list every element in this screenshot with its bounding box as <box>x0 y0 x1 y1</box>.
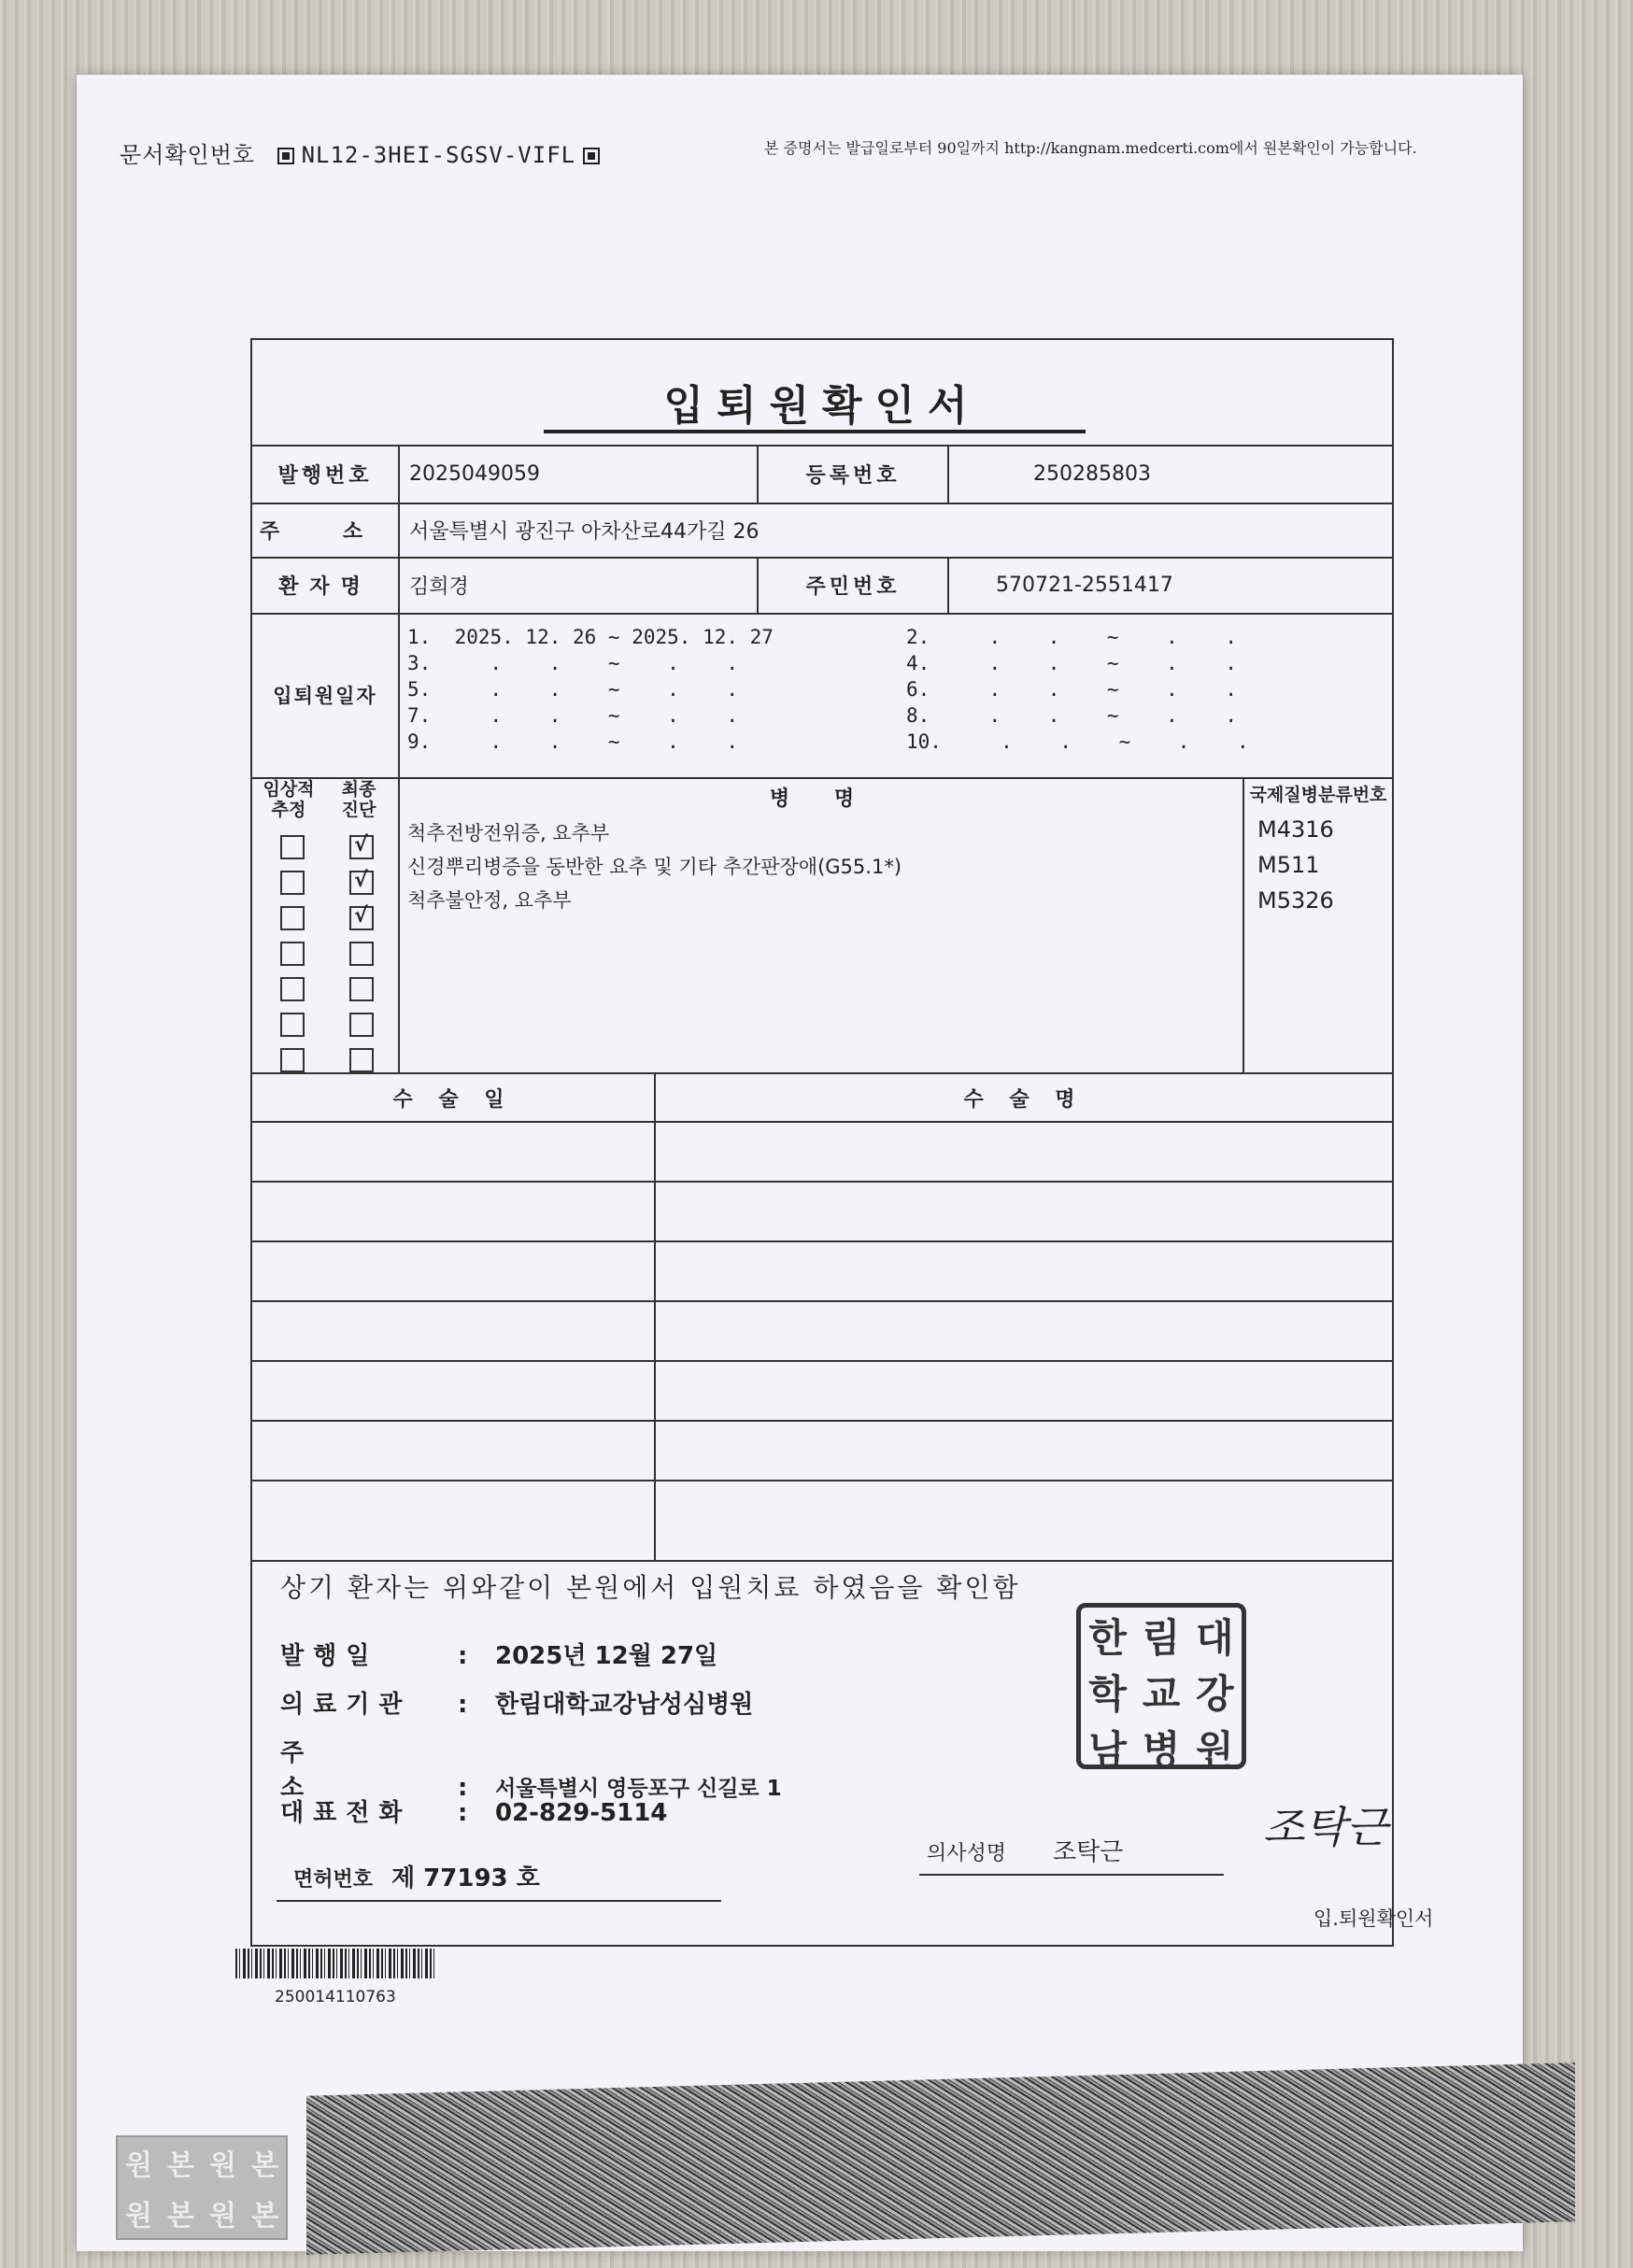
disease-label: 병 명 <box>769 787 873 811</box>
rrn-label: 주민번호 <box>759 557 949 613</box>
dates-label: 입퇴원일자 <box>252 613 400 777</box>
doctor-line <box>927 1833 1123 1867</box>
issue-no-label: 발행번호 <box>252 445 400 503</box>
surgery-row-line <box>252 1360 1392 1362</box>
clinical-checkbox[interactable] <box>280 977 305 1001</box>
stamp-char: 원 <box>125 2200 152 2233</box>
surgery-name-label: 수 술 명 <box>963 1088 1085 1112</box>
issue-date-line <box>280 1637 717 1671</box>
seal-char: 교 <box>1142 1671 1181 1717</box>
hospital-seal <box>1076 1603 1246 1773</box>
seal-char: 원 <box>1196 1727 1234 1773</box>
final-checkbox[interactable] <box>349 977 374 1001</box>
date-entry: 7. . . ~ . . <box>407 704 739 727</box>
icd-code: M511 <box>1257 852 1320 878</box>
date-entry: 5. . . ~ . . <box>407 678 739 701</box>
surgery-row-line <box>252 1240 1392 1242</box>
final-checkbox[interactable] <box>349 1013 374 1037</box>
surgery-row-line <box>252 1181 1392 1183</box>
seal-char: 학 <box>1088 1671 1127 1717</box>
license-underline <box>277 1900 721 1902</box>
clinical-label: 임상적 추정 <box>263 779 315 820</box>
date-entry: 9. . . ~ . . <box>407 730 739 753</box>
patient-value: 김희경 <box>400 557 759 613</box>
hospital-address-label: 주 소 <box>280 1739 372 1802</box>
surgery-row-line <box>252 1300 1392 1302</box>
doc-check-code: NL12-3HEI-SGSV-VIFL <box>301 142 576 168</box>
license-label: 면허번호 <box>293 1868 374 1892</box>
diagnosis-name: 척추불안정, 요추부 <box>407 889 572 912</box>
final-checkbox[interactable] <box>349 1048 374 1072</box>
license-value: 제 77193 호 <box>391 1864 540 1892</box>
issue-no-value: 2025049059 <box>400 445 759 503</box>
icd-code: M4316 <box>1257 816 1334 843</box>
rrn-value: 570721-2551417 <box>996 573 1173 597</box>
clinical-checkbox[interactable] <box>280 942 305 966</box>
diagnosis-block <box>252 777 1392 1074</box>
date-entry: 6. . . ~ . . <box>906 678 1238 701</box>
colon: : <box>458 1642 468 1670</box>
doctor-signature: 조탁근 <box>1263 1802 1388 1852</box>
dates-list-left <box>407 624 774 755</box>
final-checkbox[interactable] <box>349 871 374 895</box>
final-checkbox[interactable] <box>349 942 374 966</box>
original-stamp <box>116 2135 288 2240</box>
patient-label: 환자명 <box>252 557 400 613</box>
clinical-checkbox[interactable] <box>280 835 305 859</box>
reg-no-label: 등록번호 <box>759 445 949 503</box>
stamp-char: 원 <box>209 2149 236 2182</box>
address-label: 주 소 <box>252 503 400 557</box>
dates-list-right <box>906 624 1249 755</box>
seal-char: 한 <box>1088 1615 1127 1661</box>
clinical-checkbox[interactable] <box>280 1013 305 1037</box>
reg-no-value: 250285803 <box>1033 461 1151 486</box>
square-bullet-icon <box>277 148 294 164</box>
icd-label: 국제질병분류번호 <box>1249 785 1387 805</box>
institution-label: 의료기관 <box>280 1691 412 1719</box>
icd-code: M5326 <box>1257 887 1334 914</box>
seal-char: 대 <box>1196 1615 1234 1661</box>
colon: : <box>458 1799 468 1827</box>
license-line <box>293 1859 540 1893</box>
seal-char: 림 <box>1142 1615 1181 1661</box>
title-underline <box>544 430 1086 433</box>
confirmation-statement: 상기 환자는 위와같이 본원에서 입원치료 하였음을 확인함 <box>280 1572 1021 1603</box>
issue-row <box>252 445 1392 504</box>
doctor-label: 의사성명 <box>927 1842 1007 1865</box>
clinical-checkbox[interactable] <box>280 871 305 895</box>
patient-row <box>252 557 1392 615</box>
icd-column <box>1244 777 1392 1072</box>
doctor-underline <box>919 1874 1224 1876</box>
date-entry: 3. . . ~ . . <box>407 652 739 674</box>
date-entry: 10. . . ~ . . <box>906 730 1249 753</box>
issue-date-label: 발행일 <box>280 1642 379 1670</box>
date-entry: 8. . . ~ . . <box>906 704 1238 727</box>
surgery-row-line <box>252 1420 1392 1422</box>
stamp-char: 본 <box>167 2200 194 2233</box>
stamp-char: 본 <box>251 2149 278 2182</box>
surgery-row-line <box>252 1560 1392 1562</box>
address-value: 서울특별시 광진구 아차산로44가길 26 <box>409 519 760 544</box>
stamp-char: 본 <box>167 2149 194 2182</box>
barcode-number: 250014110763 <box>275 1988 396 2006</box>
date-entry: 4. . . ~ . . <box>906 652 1238 674</box>
stamp-char: 원 <box>125 2149 152 2182</box>
phone-line <box>280 1793 667 1828</box>
institution-line <box>280 1685 753 1720</box>
colon: : <box>458 1691 468 1719</box>
diagnosis-name: 신경뿌리병증을 동반한 요추 및 기타 추간판장애(G55.1*) <box>407 856 902 878</box>
date-entry: 2. . . ~ . . <box>906 626 1238 648</box>
stamp-char: 원 <box>209 2200 236 2233</box>
final-label: 최종 진단 <box>341 779 376 820</box>
form-title: 입퇴원확인서 <box>663 382 981 430</box>
title-row <box>252 340 1392 447</box>
seal-char: 남 <box>1088 1727 1127 1773</box>
institution-value: 한림대학교강남성심병원 <box>495 1691 754 1719</box>
doc-check-number <box>120 136 607 169</box>
issue-date-value: 2025년 12월 27일 <box>495 1642 718 1670</box>
diagnosis-check-column <box>252 777 400 1072</box>
seal-char: 강 <box>1196 1671 1234 1717</box>
phone-label: 대표전화 <box>280 1799 412 1827</box>
seal-char: 병 <box>1142 1727 1181 1773</box>
dates-row <box>252 613 1392 779</box>
clinical-checkbox[interactable] <box>280 1048 305 1072</box>
barcode <box>235 1949 437 1978</box>
stamp-char: 본 <box>251 2200 278 2233</box>
diagnosis-name: 척추전방전위증, 요추부 <box>407 822 610 844</box>
final-checkbox[interactable] <box>349 906 374 930</box>
date-entry: 1. 2025. 12. 26 ~ 2025. 12. 27 <box>407 626 774 648</box>
doctor-name: 조탁근 <box>1053 1838 1124 1866</box>
surgery-divider <box>654 1072 656 1562</box>
doc-check-label: 문서확인번호 <box>120 142 256 168</box>
colon: : <box>458 1774 468 1802</box>
clinical-checkbox[interactable] <box>280 906 305 930</box>
surgery-date-label: 수 술 일 <box>392 1088 514 1112</box>
security-pattern <box>306 2062 1575 2255</box>
verification-notice: 본 증명서는 발급일로부터 90일까지 http://kangnam.medcerti.com에서 원본확인이 가능합니다. <box>764 139 1417 157</box>
square-bullet-icon <box>583 148 600 164</box>
hospital-address-value: 서울특별시 영등포구 신길로 1 <box>495 1777 782 1801</box>
final-checkbox[interactable] <box>349 835 374 859</box>
phone-value: 02-829-5114 <box>495 1799 668 1827</box>
surgery-row-line <box>252 1480 1392 1481</box>
disease-column <box>400 777 1244 1072</box>
surgery-header <box>252 1072 1392 1123</box>
hospital-address-line <box>280 1734 782 1803</box>
address-row <box>252 503 1392 559</box>
form-footer-label: 입.퇴원확인서 <box>1314 1907 1434 1930</box>
